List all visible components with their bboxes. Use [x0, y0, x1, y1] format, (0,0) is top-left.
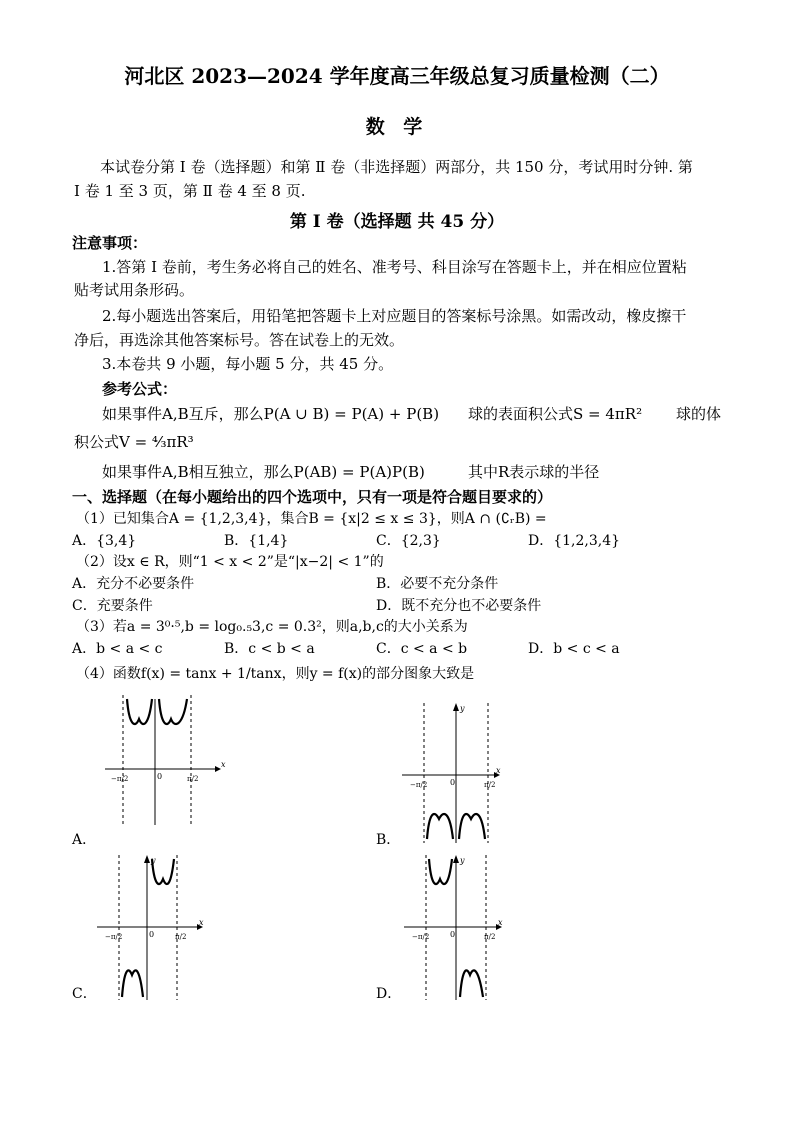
- graph-d-y-label: y: [460, 856, 465, 865]
- graph-c-tick-right: π/2: [175, 933, 187, 941]
- graph-a-tick-left: −π/2: [111, 775, 129, 783]
- q1-option-b: B．{1,4}: [224, 533, 289, 549]
- q4-option-d: D．: [376, 986, 402, 1002]
- intro-line-1: 本试卷分第 Ⅰ 卷（选择题）和第 Ⅱ 卷（非选择题）两部分，共 150 分，考试用时分钟. 第: [100, 158, 693, 176]
- exam-title: 河北区 2023—2024 学年度高三年级总复习质量检测（二）: [124, 64, 670, 88]
- graph-a-x-label: x: [221, 760, 226, 769]
- section-heading: 第 Ⅰ 卷（选择题 共 45 分）: [289, 212, 505, 232]
- graph-c-y-label: y: [151, 856, 156, 865]
- formula-2b: 其中R表示球的半径: [468, 463, 600, 481]
- subject-title: 数 学: [365, 116, 429, 138]
- q2-option-d: D．既不充分也不必要条件: [376, 598, 542, 614]
- notice-1b: 贴考试用条形码。: [74, 281, 195, 299]
- q4-stem: （4）函数f(x) = tanx + 1/tanx，则y = f(x)的部分图象大致是: [76, 666, 475, 682]
- graph-c: [97, 855, 207, 1000]
- graph-b-tick-left: −π/2: [410, 781, 428, 789]
- graph-a-origin: 0: [157, 772, 163, 781]
- graph-d-tick-right: π/2: [484, 933, 496, 941]
- q2-option-c: C．充要条件: [72, 598, 153, 614]
- graph-b-y-label: y: [460, 704, 465, 713]
- notice-3: 3.本卷共 9 小题，每小题 5 分，共 45 分。: [102, 355, 394, 373]
- q3-option-b: B．c < b < a: [224, 641, 315, 657]
- notice-1a: 1.答第 Ⅰ 卷前，考生务必将自己的姓名、准考号、科目涂写在答题卡上，并在相应位置粘: [102, 258, 687, 276]
- q4-option-a: A．: [72, 832, 97, 848]
- q3-stem: （3）若a = 3⁰·⁵,b = log₀.₅3,c = 0.3²，则a,b,c的大小关系为: [76, 619, 468, 635]
- q3-option-d: D．b < c < a: [528, 641, 620, 657]
- graph-d-x-label: x: [498, 918, 503, 927]
- q2-option-b: B．必要不充分条件: [376, 576, 499, 592]
- formula-1d: 积公式V = ⁴⁄₃πR³: [74, 433, 194, 451]
- q1-option-c: C．{2,3}: [376, 533, 441, 549]
- graph-d-tick-left: −π/2: [412, 933, 430, 941]
- graph-d: [404, 855, 504, 1000]
- graph-b: [402, 703, 502, 843]
- formula-heading: 参考公式：: [102, 380, 178, 398]
- graph-b-origin: 0: [450, 778, 456, 787]
- formula-1c: 球的体: [676, 405, 722, 423]
- graph-b-x-label: x: [496, 766, 501, 775]
- q2-stem: （2）设x ∈ R，则“1 < x < 2”是“|x−2| < 1”的: [76, 554, 384, 570]
- q1-option-a: A．{3,4}: [72, 533, 137, 549]
- q3-option-a: A．b < a < c: [72, 641, 163, 657]
- q3-option-c: C．c < a < b: [376, 641, 468, 657]
- q4-option-b: B．: [376, 832, 401, 848]
- graph-d-origin: 0: [450, 930, 456, 939]
- graph-b-tick-right: π/2: [484, 781, 496, 789]
- part1-heading: 一、选择题（在每小题给出的四个选项中，只有一项是符合题目要求的）: [72, 488, 553, 506]
- notice-heading: 注意事项：: [72, 234, 148, 252]
- formula-2a: 如果事件A,B相互独立，那么P(AB) = P(A)P(B): [102, 463, 425, 481]
- graph-c-origin: 0: [149, 930, 155, 939]
- notice-2b: 净后，再选涂其他答案标号。答在试卷上的无效。: [74, 331, 405, 349]
- graph-c-x-label: x: [199, 918, 204, 927]
- q2-option-a: A．充分不必要条件: [72, 576, 195, 592]
- graph-c-tick-left: −π/2: [105, 933, 123, 941]
- notice-2a: 2.每小题选出答案后，用铅笔把答题卡上对应题目的答案标号涂黑。如需改动，橡皮擦干: [102, 307, 687, 325]
- q1-option-d: D．{1,2,3,4}: [528, 533, 621, 549]
- graph-a-tick-right: π/2: [187, 775, 199, 783]
- intro-line-2: Ⅰ 卷 1 至 3 页，第 Ⅱ 卷 4 至 8 页.: [74, 182, 306, 200]
- formula-1a: 如果事件A,B互斥，那么P(A ∪ B) = P(A) + P(B): [102, 405, 440, 423]
- formula-1b: 球的表面积公式S = 4πR²: [468, 405, 643, 423]
- graph-a: [105, 695, 225, 825]
- q4-option-c: C．: [72, 986, 97, 1002]
- q1-stem: （1）已知集合A = {1,2,3,4}，集合B = {x|2 ≤ x ≤ 3}，则A ∩ (∁ᵣB) =: [76, 511, 547, 527]
